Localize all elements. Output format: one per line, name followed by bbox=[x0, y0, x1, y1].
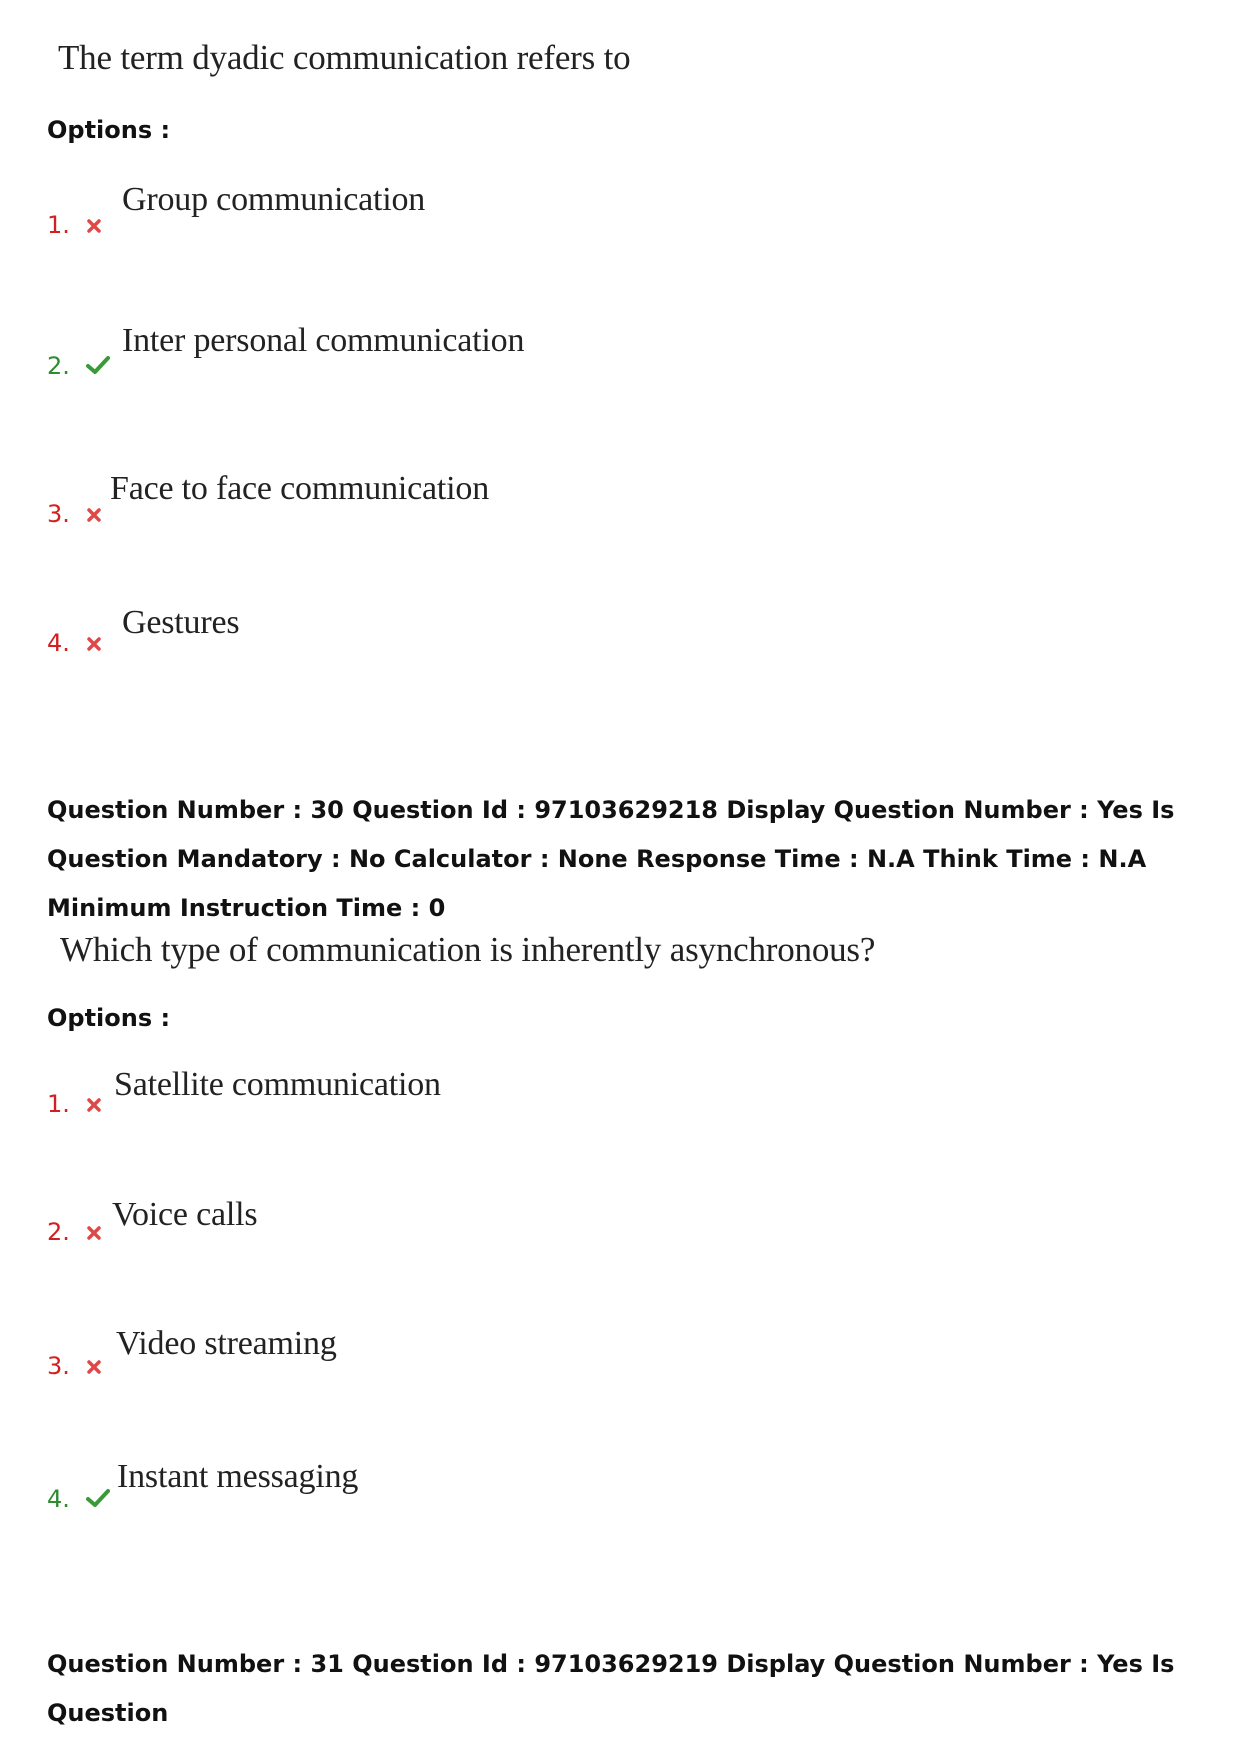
option-number-text: 4. bbox=[47, 1485, 70, 1513]
option-number bbox=[47, 1218, 102, 1247]
option-number bbox=[47, 500, 102, 529]
cross-icon bbox=[86, 501, 102, 529]
cross-icon bbox=[86, 1219, 102, 1247]
options-label: Options : bbox=[47, 1004, 171, 1032]
option-number bbox=[47, 1485, 110, 1514]
option-number-text: 2. bbox=[47, 352, 70, 380]
option-text: Satellite communication bbox=[114, 1066, 441, 1103]
option-number-text: 3. bbox=[47, 500, 70, 528]
question-meta: Question Number : 31 Question Id : 97103629219 Display Question Number : Yes Is Question bbox=[47, 1650, 1175, 1727]
option-text: Voice calls bbox=[112, 1196, 258, 1233]
option-text: Instant messaging bbox=[117, 1458, 359, 1495]
option-number bbox=[47, 352, 110, 381]
option-text: Group communication bbox=[122, 181, 426, 218]
option-number bbox=[47, 1352, 102, 1381]
check-icon bbox=[86, 353, 110, 381]
cross-icon bbox=[86, 630, 102, 658]
option-number-text: 3. bbox=[47, 1352, 70, 1380]
option-text: Gestures bbox=[122, 604, 240, 641]
cross-icon bbox=[86, 1353, 102, 1381]
option-number bbox=[47, 629, 102, 658]
options-label: Options : bbox=[47, 116, 171, 144]
option-number-text: 1. bbox=[47, 211, 70, 239]
option-text: Face to face communication bbox=[110, 470, 490, 507]
option-number-text: 1. bbox=[47, 1090, 70, 1118]
check-icon bbox=[86, 1486, 110, 1514]
option-number bbox=[47, 1090, 102, 1119]
question-stem: The term dyadic communication refers to bbox=[58, 38, 631, 77]
cross-icon bbox=[86, 212, 102, 240]
option-text: Video streaming bbox=[116, 1325, 337, 1362]
option-number bbox=[47, 211, 102, 240]
cross-icon bbox=[86, 1091, 102, 1119]
question-meta: Question Number : 30 Question Id : 97103629218 Display Question Number : Yes Is Question Mandatory : No Calculator : None Response Time : N.A Think Time : N.A Minimum Instruction Time : 0 bbox=[47, 796, 1175, 922]
question-stem: Which type of communication is inherently asynchronous? bbox=[60, 930, 876, 969]
option-number-text: 2. bbox=[47, 1218, 70, 1246]
option-text: Inter personal communication bbox=[122, 322, 525, 359]
option-number-text: 4. bbox=[47, 629, 70, 657]
